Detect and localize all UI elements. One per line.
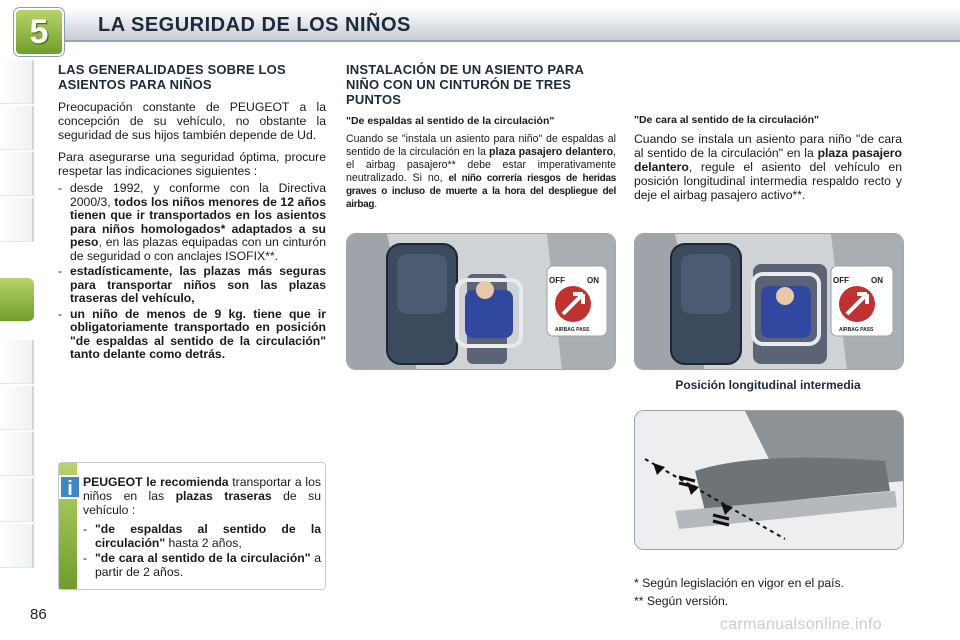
list-item: - desde 1992, y conforme con la Directiva 2000/3, todos los niños menores de 12 años tienen que ir transportados en los asientos para niños homologados* adaptados a su peso, en las plazas equipadas con un cinturón de seguridad o con anclajes ISOFIX**. <box>58 181 326 263</box>
list-dash: - <box>58 181 63 195</box>
switch-off-label: OFF <box>549 276 565 285</box>
subheading-rear-facing: "De espaldas al sentido de la circulación" <box>346 115 555 127</box>
rules-list <box>58 182 326 362</box>
section-heading-generalidades: LAS GENERALIDADES SOBRE LOS ASIENTOS PARA NIÑOS <box>58 62 286 92</box>
middle-column <box>346 62 616 211</box>
list-dash: - <box>58 264 63 278</box>
figure-caption: Posición longitudinal intermedia <box>675 378 861 392</box>
switch-caption: AIRBAG PASS <box>839 327 874 333</box>
rear-facing-illustration <box>347 234 616 370</box>
info-content <box>83 475 321 579</box>
list-item: - estadísticamente, las plazas más seguras para transportar niños son las plazas traseras del vehículo, <box>58 264 326 305</box>
rear-facing-text: Cuando se "instala un asiento para niño" de espaldas al sentido de la circulación en la plaza pasajero delantero, el airbag pasajero** debe estar imperativamente neutralizado. Si no, el niño correría riesgos de heridas graves o incluso de muerte a la hora del despliegue del airbag. <box>346 133 616 210</box>
figure-rear-facing-seat <box>346 233 616 370</box>
side-tab-9[interactable] <box>0 478 34 522</box>
list-item: - un niño de menos de 9 kg. tiene que ir obligatoriamente transportado en posición "de espaldas al sentido de la circulación" tanto delante como detrás. <box>58 306 326 361</box>
recommendation-box <box>58 462 326 590</box>
instructions-paragraph: Para asegurarse una seguridad óptima, procure respetar las indicaciones siguientes : <box>58 150 326 178</box>
subheading-forward-facing: "De cara al sentido de la circulación" <box>634 114 820 126</box>
right-column <box>634 114 902 202</box>
switch-caption: AIRBAG PASS <box>555 327 590 333</box>
header <box>0 0 960 52</box>
info-lead: PEUGEOT le recomienda transportar a los niños en las plazas traseras de su vehículo : <box>83 475 321 517</box>
intro-paragraph: Preocupación constante de PEUGEOT a la concepción de su vehículo, no obstante la seguridad de sus hijos también depende de Ud. <box>58 100 326 142</box>
forward-facing-text: Cuando se instala un asiento para niño "de cara al sentido de la circulación" en la plaza pasajero delantero, regule el asiento del vehículo en posición longitudinal intermedia respaldo recto y deje el airbag pasajero activo**. <box>634 132 902 202</box>
side-tab-6[interactable] <box>0 340 34 384</box>
switch-off-label: OFF <box>833 276 849 285</box>
chapter-badge: 5 <box>14 8 64 56</box>
side-tab-1[interactable] <box>0 60 34 104</box>
seat-position-illustration <box>635 411 904 550</box>
page-number: 86 <box>30 606 47 623</box>
side-tabs <box>0 60 46 580</box>
watermark: carmanualsonline.info <box>720 616 882 633</box>
page-title: LA SEGURIDAD DE LOS NIÑOS <box>98 14 411 36</box>
list-item: - "de espaldas al sentido de la circulación" hasta 2 años, <box>83 522 321 550</box>
list-item: - "de cara al sentido de la circulación" a partir de 2 años. <box>83 551 321 579</box>
footnotes <box>634 574 904 610</box>
side-tab-8[interactable] <box>0 432 34 476</box>
switch-on-label: ON <box>587 276 599 285</box>
forward-facing-illustration <box>635 234 904 370</box>
figure-forward-facing-seat <box>634 233 904 370</box>
info-icon: i <box>59 475 81 499</box>
side-tab-7[interactable] <box>0 386 34 430</box>
list-dash: - <box>58 306 63 321</box>
figure-seat-position <box>634 410 904 550</box>
switch-on-label: ON <box>871 276 883 285</box>
footnote-2: ** Según versión. <box>634 594 729 608</box>
side-tab-2[interactable] <box>0 106 34 150</box>
section-heading-instalacion: INSTALACIÓN DE UN ASIENTO PARA NIÑO CON UN CINTURÓN DE TRES PUNTOS <box>346 62 584 107</box>
footnote-1: * Según legislación en vigor en el país. <box>634 576 845 590</box>
side-tab-10[interactable] <box>0 524 34 568</box>
side-tab-4[interactable] <box>0 198 34 242</box>
side-tab-5-active[interactable] <box>0 278 34 322</box>
side-tab-3[interactable] <box>0 152 34 196</box>
left-column <box>58 62 326 362</box>
